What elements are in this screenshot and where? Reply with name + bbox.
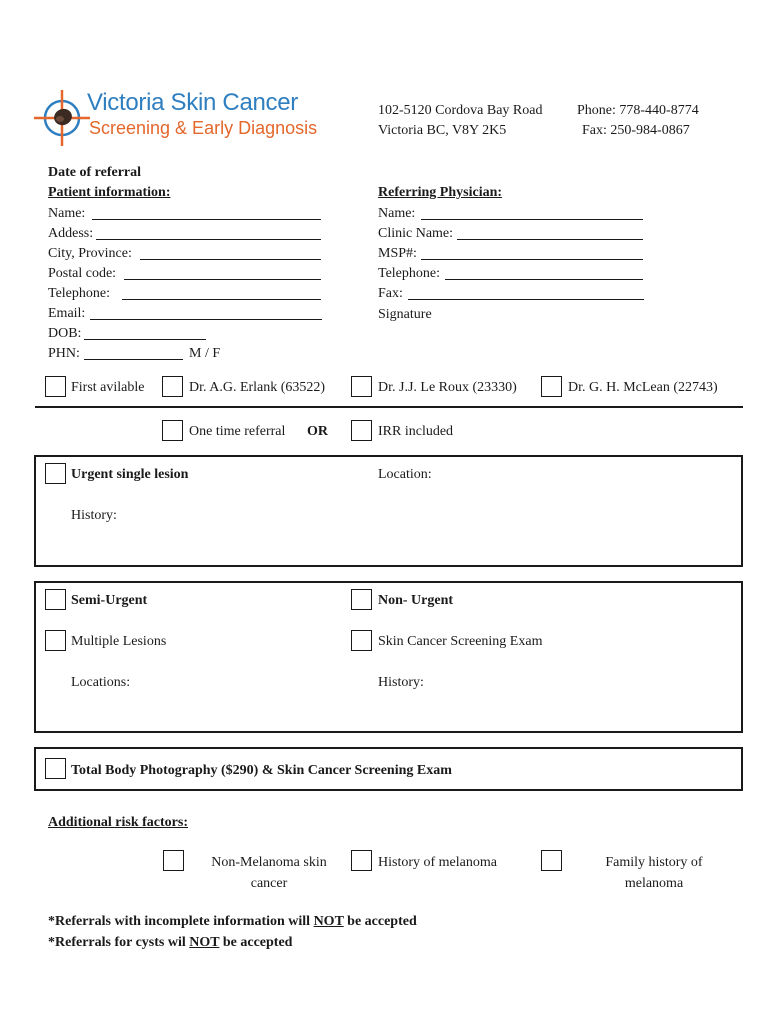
msp-field[interactable]	[421, 259, 643, 260]
logo-subtitle: Screening & Early Diagnosis	[89, 118, 318, 138]
or-label: OR	[307, 424, 328, 439]
family-history-label-1: Family history of	[605, 855, 703, 870]
dr-erlank-checkbox[interactable]	[162, 376, 183, 397]
tbp-label: Total Body Photography ($290) & Skin Cancer Screening Exam	[71, 763, 452, 778]
family-history-label-2: melanoma	[624, 876, 684, 891]
semi-history-label: History:	[378, 675, 424, 690]
non-melanoma-label-1: Non-Melanoma skin	[211, 855, 327, 870]
note-cysts: *Referrals for cysts wil NOT be accepted	[48, 935, 293, 950]
history-melanoma-checkbox[interactable]	[351, 850, 372, 871]
patient-city-label: City, Province:	[48, 246, 132, 261]
physician-fax-field[interactable]	[408, 299, 644, 300]
tbp-checkbox[interactable]	[45, 758, 66, 779]
semi-urgent-checkbox[interactable]	[45, 589, 66, 610]
physician-name-label: Name:	[378, 206, 416, 221]
physician-telephone-label: Telephone:	[378, 266, 440, 281]
urgent-location-label: Location:	[378, 467, 432, 482]
irr-included-label: IRR included	[378, 424, 454, 439]
multiple-lesions-label: Multiple Lesions	[71, 634, 167, 649]
dr-erlank-label: Dr. A.G. Erlank (63522)	[189, 380, 326, 395]
patient-city-field[interactable]	[140, 259, 321, 260]
patient-email-field[interactable]	[90, 319, 322, 320]
physician-name-field[interactable]	[421, 219, 643, 220]
locations-label: Locations:	[71, 675, 131, 690]
phone-number: Phone: 778-440-8774	[577, 103, 699, 118]
skin-cancer-screening-label: Skin Cancer Screening Exam	[378, 634, 543, 649]
divider	[35, 406, 743, 408]
msp-label: MSP#:	[378, 246, 417, 261]
dr-leroux-checkbox[interactable]	[351, 376, 372, 397]
patient-postal-field[interactable]	[124, 279, 321, 280]
clinic-name-label: Clinic Name:	[378, 226, 454, 241]
patient-dob-field[interactable]	[84, 339, 206, 340]
irr-included-checkbox[interactable]	[351, 420, 372, 441]
non-urgent-label: Non- Urgent	[378, 593, 454, 608]
address-line-1: 102-5120 Cordova Bay Road	[378, 103, 543, 118]
risk-factors-heading: Additional risk factors:	[48, 815, 188, 830]
logo-title: Victoria Skin Cancer	[87, 89, 298, 116]
urgent-single-lesion-label: Urgent single lesion	[71, 467, 189, 482]
dr-mclean-checkbox[interactable]	[541, 376, 562, 397]
dr-mclean-label: Dr. G. H. McLean (22743)	[568, 380, 718, 395]
urgent-history-label: History:	[71, 508, 117, 523]
semi-urgent-label: Semi-Urgent	[71, 593, 148, 608]
patient-dob-label: DOB:	[48, 326, 82, 341]
urgent-single-lesion-checkbox[interactable]	[45, 463, 66, 484]
patient-postal-label: Postal code:	[48, 266, 117, 281]
patient-telephone-field[interactable]	[122, 299, 321, 300]
patient-address-label: Addess:	[48, 226, 94, 241]
patient-phn-field[interactable]	[84, 359, 183, 360]
family-history-checkbox[interactable]	[541, 850, 562, 871]
non-urgent-checkbox[interactable]	[351, 589, 372, 610]
patient-info-heading: Patient information:	[48, 185, 171, 200]
first-available-label: First avilable	[71, 380, 145, 395]
one-time-referral-checkbox[interactable]	[162, 420, 183, 441]
physician-telephone-field[interactable]	[445, 279, 643, 280]
address-line-2: Victoria BC, V8Y 2K5	[378, 123, 507, 138]
patient-address-field[interactable]	[96, 239, 321, 240]
patient-telephone-label: Telephone:	[48, 286, 110, 301]
dr-leroux-label: Dr. J.J. Le Roux (23330)	[378, 380, 517, 395]
one-time-referral-label: One time referral	[189, 424, 286, 439]
signature-label: Signature	[378, 307, 432, 322]
multiple-lesions-checkbox[interactable]	[45, 630, 66, 651]
referring-physician-heading: Referring Physician:	[378, 185, 503, 200]
date-of-referral-label: Date of referral	[48, 165, 142, 180]
patient-email-label: Email:	[48, 306, 86, 321]
crosshair-mole-icon	[33, 89, 91, 147]
first-available-checkbox[interactable]	[45, 376, 66, 397]
patient-name-field[interactable]	[92, 219, 321, 220]
patient-phn-label: PHN:	[48, 346, 80, 361]
non-melanoma-checkbox[interactable]	[163, 850, 184, 871]
fax-number: Fax: 250-984-0867	[582, 123, 690, 138]
note-incomplete: *Referrals with incomplete information will NOT be accepted	[48, 914, 417, 929]
physician-fax-label: Fax:	[378, 286, 403, 301]
patient-name-label: Name:	[48, 206, 86, 221]
skin-cancer-screening-checkbox[interactable]	[351, 630, 372, 651]
non-melanoma-label-2: cancer	[250, 876, 288, 891]
patient-sex-option[interactable]: M / F	[189, 346, 221, 361]
clinic-name-field[interactable]	[457, 239, 643, 240]
history-melanoma-label: History of melanoma	[378, 855, 497, 870]
